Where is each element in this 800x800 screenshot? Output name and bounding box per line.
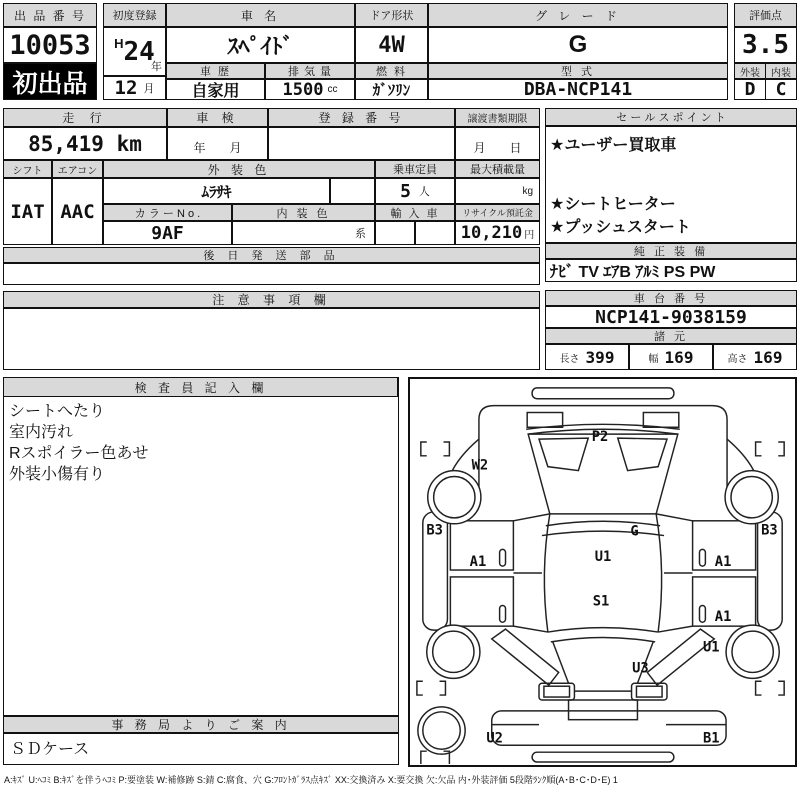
era-code: H	[114, 36, 124, 51]
inspector-note: シートへたり	[9, 403, 106, 420]
month-suffix: 月	[143, 83, 155, 95]
door-handle	[699, 549, 705, 566]
damage-label-front-left-fender: W2	[471, 457, 489, 474]
sales-points-header: セ ー ル ス ポ イ ン ト	[545, 108, 797, 126]
headlight-left	[527, 412, 562, 427]
reg-month: 12	[114, 77, 138, 99]
bracket-mid-left	[417, 681, 446, 695]
sales-points-box	[545, 126, 797, 243]
door-rear-left	[450, 577, 513, 626]
import-value-left	[375, 221, 415, 245]
rear-bumper-bar	[532, 752, 674, 762]
wheel-rear-left	[427, 625, 480, 678]
inspector-note: 室内汚れ	[9, 424, 74, 441]
chassis-value: NCP141-9038159	[545, 306, 797, 328]
width-cell	[629, 344, 713, 370]
aircon-value: AAC	[52, 178, 103, 245]
displacement-number: 1500	[282, 79, 324, 100]
wheel-front-left	[428, 471, 481, 524]
damage-label-quarter-right: U1	[703, 639, 720, 656]
later-parts-header: 後 日 発 送 部 品	[3, 247, 540, 263]
door-handle	[500, 605, 506, 622]
lot-no-value: 10053	[3, 27, 97, 63]
first-reg-year-cell	[103, 27, 166, 76]
import-header: 輸 入 車	[375, 204, 455, 221]
capacity-value	[375, 178, 455, 204]
color-no-value: 9AF	[103, 221, 232, 245]
taillight-left-inner	[544, 686, 570, 697]
damage-label-rear-left: U2	[486, 730, 503, 747]
car-name-value: ｽﾍﾟｲﾄﾞ	[166, 27, 355, 63]
rear-bumper	[492, 711, 726, 745]
tail-panel	[569, 700, 638, 720]
import-value-right	[415, 221, 455, 245]
car-name-header: 車 名	[166, 3, 355, 27]
damage-label-hood: G	[630, 523, 639, 540]
spare-tire	[418, 707, 465, 754]
fuel-value: ｶﾞｿﾘﾝ	[355, 79, 428, 100]
color-no-header: カ ラ ー N o .	[103, 204, 232, 221]
reg-no-header: 登 録 番 号	[268, 108, 455, 127]
bracket-top-left	[421, 442, 450, 456]
grade-value: G	[428, 27, 728, 63]
history-value: 自家用	[166, 79, 265, 100]
shift-header: シフト	[3, 160, 52, 178]
chassis-header: 車 台 番 号	[545, 290, 797, 306]
width-label: 幅	[648, 353, 659, 365]
ext-color-code-cell	[330, 178, 375, 204]
car-damage-diagram	[411, 380, 794, 764]
top-band	[3, 3, 797, 100]
transfer-header: 譲渡書類期限	[455, 108, 540, 127]
bracket-mid-right	[756, 681, 785, 695]
dimensions-header: 諸 元	[545, 328, 797, 344]
damage-diagram-box	[408, 377, 797, 767]
int-color-value: 系	[232, 221, 375, 245]
length-label: 長さ	[559, 353, 580, 365]
reg-year: 24	[123, 36, 155, 67]
damage-label-roof-front: U1	[594, 549, 612, 566]
aircon-header: エアコン	[52, 160, 103, 178]
right-panel	[545, 108, 797, 370]
damage-label-rear-panel: B1	[703, 730, 720, 747]
int-color-header: 内 装 色	[232, 204, 375, 221]
damage-label-door-front-left: A1	[469, 554, 487, 571]
shift-value: IAT	[3, 178, 52, 245]
inspector-note: 外装小傷有り	[9, 466, 106, 483]
first-reg-month-cell	[103, 76, 166, 100]
sales-point: ★プッシュスタート	[550, 219, 691, 236]
legend-text: A:ｷｽﾞ U:ﾍｺﾐ B:ｷｽﾞを伴うﾍｺﾐ P:要塗装 W:補修跡 S:錆 C:腐食、穴 G:ﾌﾛﾝﾄｶﾞﾗｽ点ｷｽﾞ XX:交換済み X:要交換 欠:欠品 内･外装評価 5段階ﾗﾝｸ順(A･B･C･D･E) 1	[4, 775, 618, 785]
taillight-right-inner	[636, 686, 662, 697]
max-load-value: kg	[455, 178, 540, 204]
damage-label-rear-gate: U3	[632, 660, 649, 677]
height-label: 高さ	[727, 353, 748, 365]
door-value: 4W	[355, 27, 428, 63]
damage-label-front-window: P2	[591, 429, 609, 446]
score-header: 評価点	[734, 3, 797, 27]
inspection-header: 車 検	[167, 108, 268, 127]
sales-point: ★ユーザー買取車	[550, 137, 677, 154]
capacity-unit: 人	[418, 186, 430, 198]
recycle-value	[455, 221, 540, 245]
windshield	[528, 434, 678, 514]
wheel-rear-right	[726, 625, 779, 678]
exterior-header: 外装	[734, 63, 766, 79]
max-load-header: 最大積載量	[455, 160, 540, 178]
reg-no-value	[268, 127, 455, 160]
door-handle	[500, 549, 506, 566]
transfer-value: 月 日	[455, 127, 540, 160]
damage-label-roof-center: S1	[592, 593, 610, 610]
score-value: 3.5	[734, 27, 797, 63]
grade-header: グ レ ー ド	[428, 3, 728, 27]
interior-header: 内装	[765, 63, 797, 79]
later-parts-box	[3, 263, 540, 285]
displacement-unit: cc	[327, 84, 338, 95]
inspector-notes	[9, 401, 149, 485]
capacity-number: 5	[400, 180, 411, 202]
width-value: 169	[664, 347, 694, 367]
office-header: 事 務 局 よ り ご 案 内	[3, 716, 399, 733]
inspector-note: Rスポイラー色あせ	[9, 445, 149, 462]
history-header: 車 歴	[166, 63, 265, 79]
inspector-header-label: 検 査 員 記 入 欄	[134, 381, 268, 395]
damage-label-rocker-right: B3	[761, 522, 778, 539]
fuel-header: 燃 料	[355, 63, 428, 79]
interior-grade: C	[765, 79, 797, 100]
notes-header: 注 意 事 項 欄	[3, 291, 540, 308]
quarter-panel-left	[492, 629, 559, 685]
recycle-header: リサイクル預託金	[455, 204, 540, 221]
quarter-panel-right	[647, 629, 714, 685]
year-suffix: 年	[151, 61, 162, 73]
height-cell	[713, 344, 797, 370]
recycle-unit: 円	[524, 229, 535, 241]
model-value: DBA-NCP141	[428, 79, 728, 100]
exterior-grade: D	[734, 79, 766, 100]
equipment-header: 純 正 装 備	[545, 243, 797, 259]
door-handle	[699, 605, 705, 622]
length-value: 399	[585, 347, 615, 367]
wiper-right	[618, 438, 667, 470]
equipment-box: ﾅﾋﾞ TV ｴｱB ｱﾙﾐ PS PW	[545, 259, 797, 282]
first-reg-header: 初度登録	[103, 3, 166, 27]
headlight-right	[643, 412, 678, 427]
front-bumper-bar	[532, 388, 674, 399]
bracket-top-right	[756, 442, 785, 456]
door-header: ドア形状	[355, 3, 428, 27]
mileage-value: 85,419 km	[3, 127, 167, 160]
ext-color-value: ﾑﾗｻｷ	[103, 178, 330, 204]
first-listing-badge: 初出品	[3, 63, 97, 100]
damage-label-rocker-left: B3	[426, 522, 443, 539]
wheel-front-right	[725, 471, 778, 524]
mid-band	[3, 108, 540, 245]
sales-point: ★シートヒーター	[550, 196, 676, 213]
damage-label-door-rear-right: A1	[714, 609, 732, 626]
office-box: ＳＤケース	[3, 733, 399, 765]
lot-no-header: 出 品 番 号	[3, 3, 97, 27]
recycle-number: 10,210	[460, 223, 523, 243]
model-header: 型 式	[428, 63, 728, 79]
inspection-value: 年 月	[167, 127, 268, 160]
notes-box	[3, 308, 540, 370]
displacement-header: 排 気 量	[265, 63, 355, 79]
wiper-left	[539, 438, 588, 470]
damage-label-door-front-right: A1	[714, 554, 732, 571]
capacity-header: 乗車定員	[375, 160, 455, 178]
ext-color-header: 外 装 色	[103, 160, 375, 178]
displacement-value	[265, 79, 355, 100]
length-cell	[545, 344, 629, 370]
height-value: 169	[753, 347, 783, 367]
mileage-header: 走 行	[3, 108, 167, 127]
